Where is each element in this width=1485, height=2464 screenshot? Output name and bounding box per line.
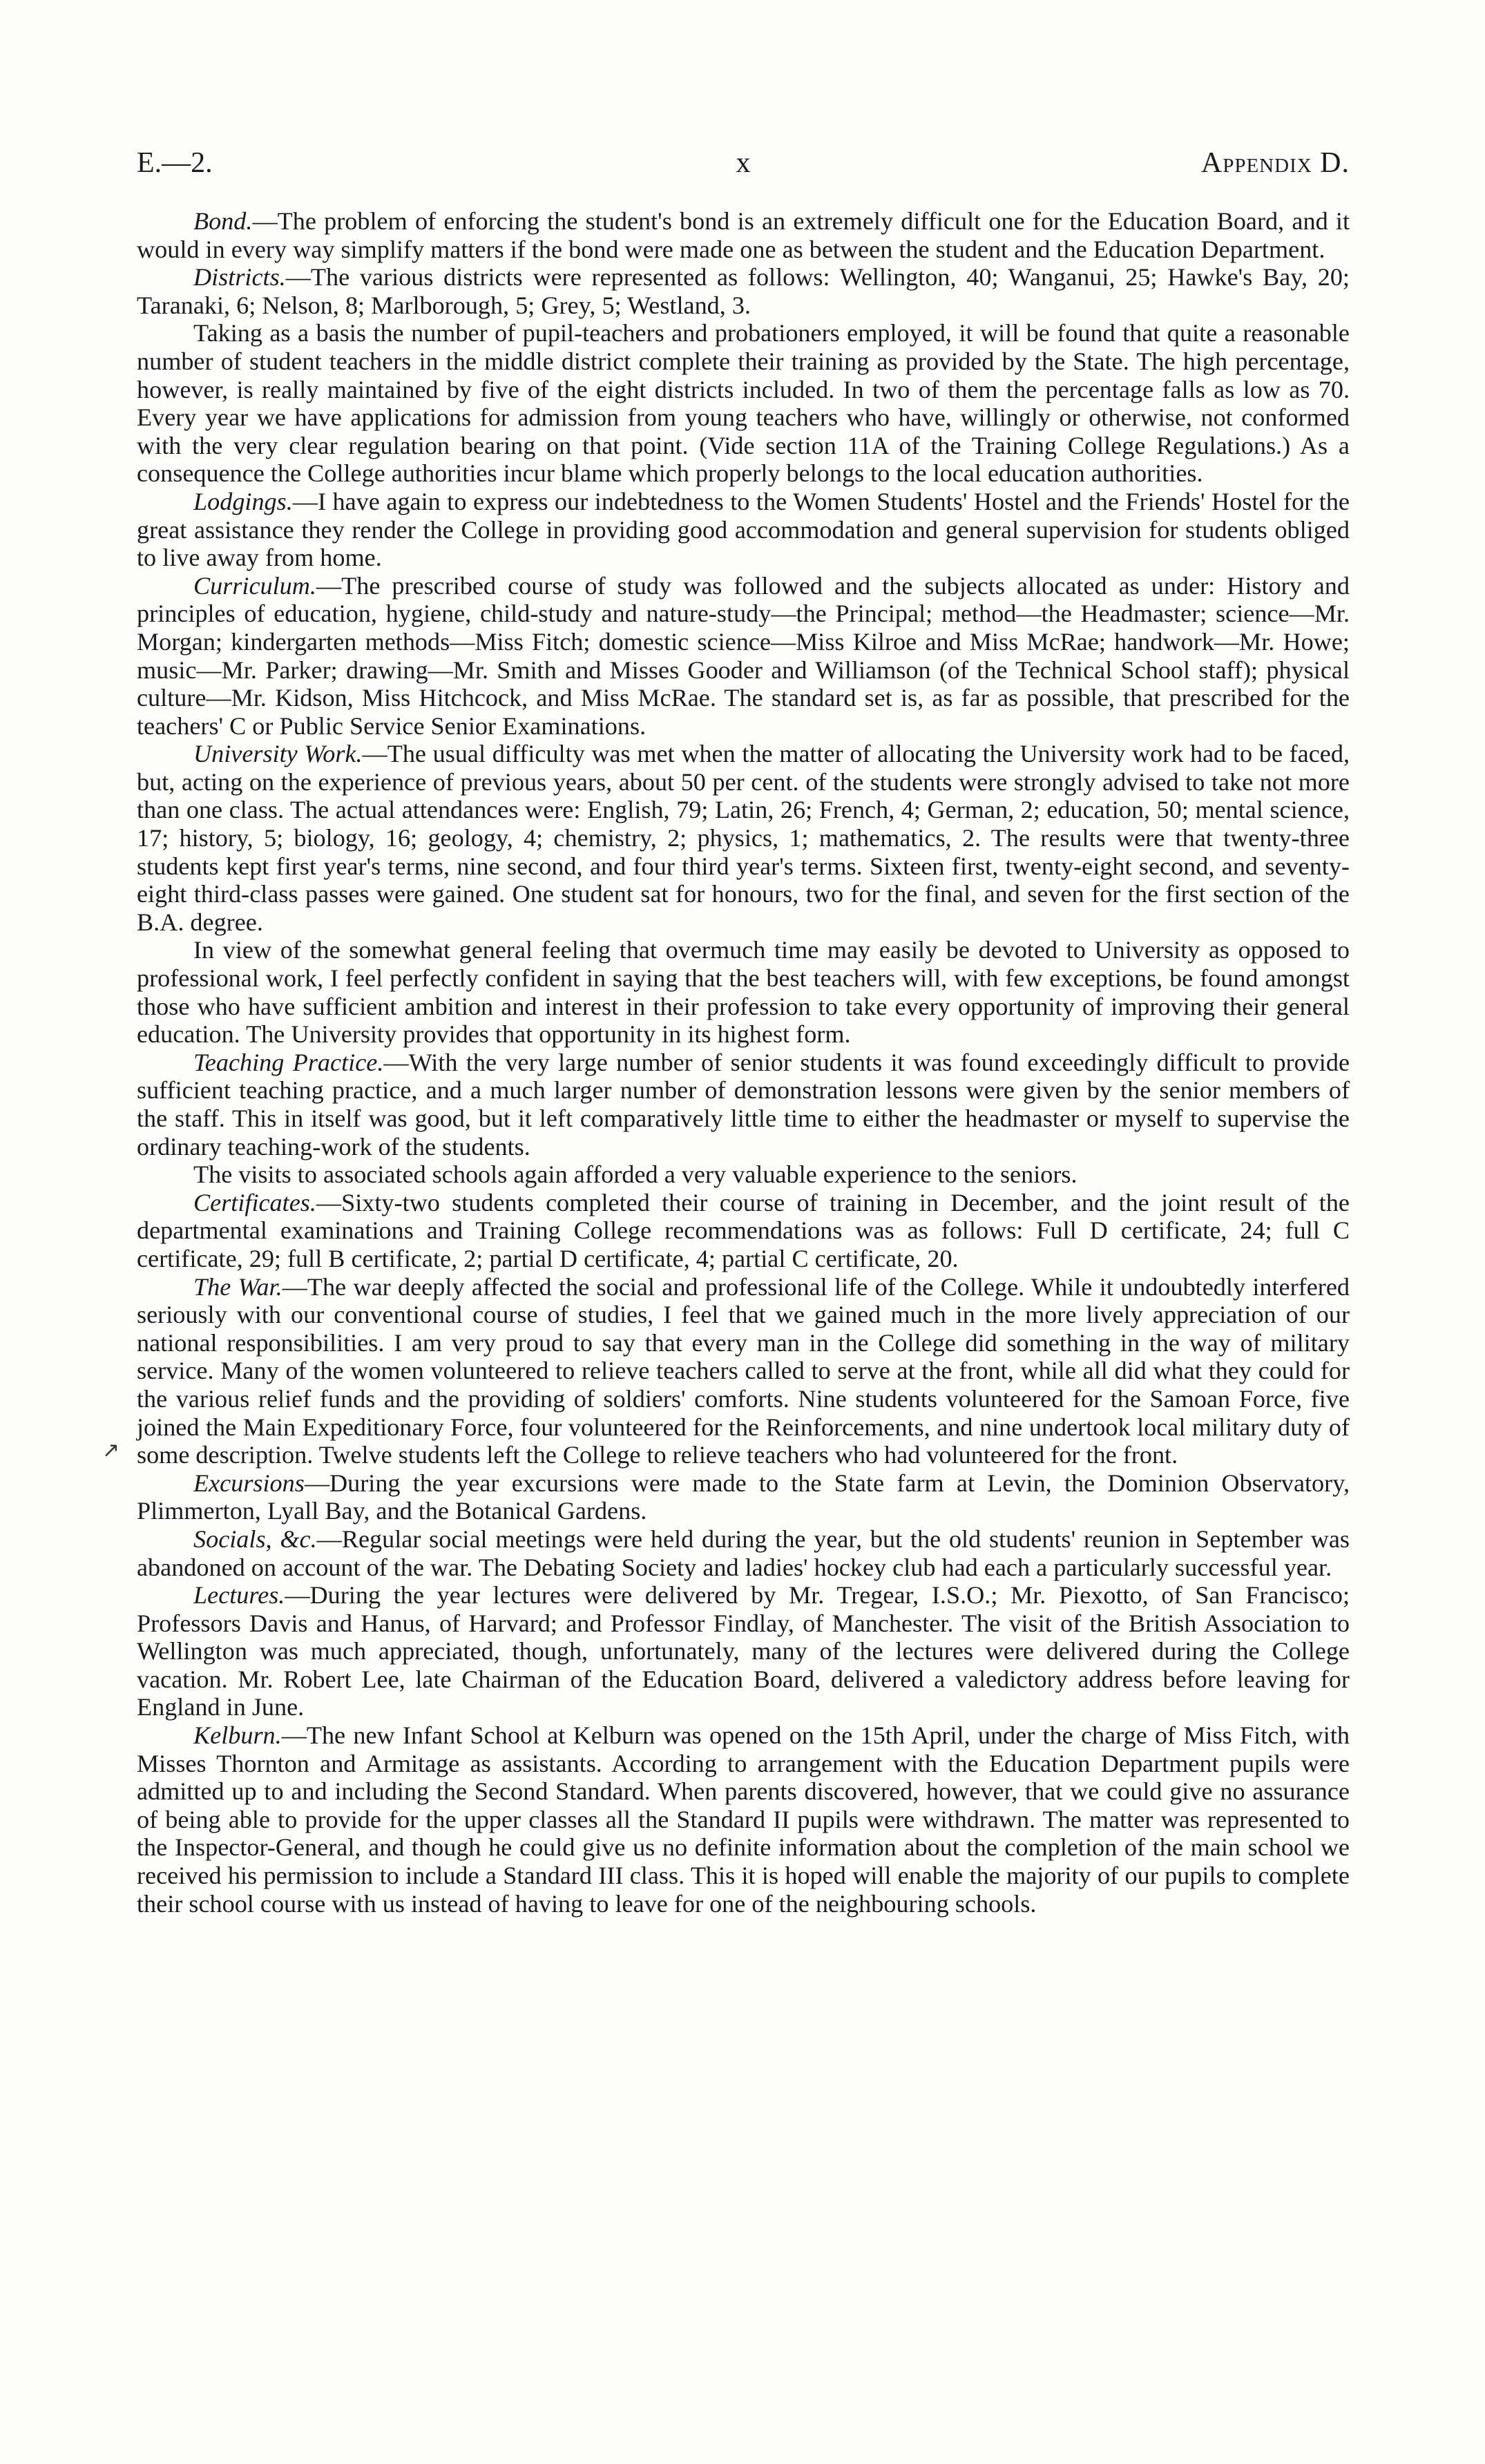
- paragraph-label: Districts.: [193, 263, 286, 292]
- paragraph-label: Bond.: [193, 207, 253, 235]
- paragraph-certificates: [137, 1189, 1350, 1273]
- page-number: x: [736, 147, 751, 179]
- paragraph-text: —The usual difficulty was met when the matter of allocating the University work had to be faced, but, acting on the experience of previous years, about 50 per cent. of the students were strongly advised to take not more than one class. The actual attendances were: English, 79; Latin, 26; French, 4; German, 2; education, 50; mental science, 17; history, 5; biology, 16; geology, 4; chemistry, 2; physics, 1; mathematics, 2. The results were that twenty-three students kept first year's terms, nine second, and four third year's terms. Sixteen first, twenty-eight second, and seventy-eight third-class passes were gained. One student sat for honours, two for the final, and seven for the first section of the B.A. degree.: [137, 740, 1350, 936]
- paragraph-label: Teaching Practice.: [193, 1048, 384, 1076]
- paragraph-curriculum: [137, 572, 1350, 741]
- paragraph-text: Taking as a basis the number of pupil-teachers and probationers employed, it will be found that quite a reasonable number of student teachers in the middle district complete their training as provided by the State. The high percentage, however, is really maintained by five of the eight districts included. In two of them the percentage falls as low as 70. Every year we have applications for admission from young teachers who have, willingly or otherwise, not conformed with the very clear regulation bearing on that point. (Vide section 11A of the Training College Regulations.) As a consequence the College authorities incur blame which properly belongs to the local education authorities.: [137, 319, 1350, 488]
- paragraph-bond: [137, 207, 1350, 263]
- paragraph-lectures: [137, 1581, 1350, 1721]
- paragraph-label: Lodgings.: [193, 487, 293, 515]
- paragraph-the-war: [137, 1273, 1350, 1469]
- paragraph-text: —With the very large number of senior students it was found exceedingly difficult to provide sufficient teaching practice, and a much larger number of demonstration lessons were given by the senior members of the staff. This in itself was good, but it left comparatively little time to either the headmaster or myself to supervise the ordinary teaching-work of the students.: [137, 1048, 1350, 1161]
- paragraph-text: —During the year lectures were delivered by Mr. Tregear, I.S.O.; Mr. Piexotto, of San Francisco; Professors Davis and Hanus, of Harvard; and Professor Findlay, of Manchester. The visit of the British Association to Wellington was much appreciated, though, unfortunately, many of the lectures were delivered during the College vacation. Mr. Robert Lee, late Chairman of the Education Board, delivered a valedictory address before leaving for England in June.: [137, 1581, 1350, 1721]
- paragraph-kelburn: [137, 1721, 1350, 1918]
- paragraph-text: —The prescribed course of study was followed and the subjects allocated as under: History and principles of education, hygiene, child-study and nature-study—the Principal; method—the Headmaster; science—Mr. Morgan; kindergarten methods—Miss Fitch; domestic science—Miss Kilroe and Miss McRae; handwork—Mr. Howe; music—Mr. Parker; drawing—Mr. Smith and Misses Gooder and Williamson (of the Technical School staff); physical culture—Mr. Kidson, Miss Hitchcock, and Miss McRae. The standard set is, as far as possible, that prescribed for the teachers' C or Public Service Senior Examinations.: [137, 571, 1350, 740]
- paragraph-text: —I have again to express our indebtedness to the Women Students' Hostel and the Friends' Hostel for the great assistance they render the College in providing good accommodation and general supervision for students obliged to live away from home.: [137, 487, 1350, 572]
- paragraph-text: —Sixty-two students completed their course of training in December, and the joint result of the departmental examinations and Training College recommendations was as follows: Full D certificate, 24; full C certificate, 29; full B certificate, 2; partial D certificate, 4; partial C certificate, 20.: [137, 1188, 1350, 1272]
- paragraph-label: Kelburn.: [193, 1721, 282, 1750]
- paragraph-text: —The war deeply affected the social and professional life of the College. While it undoubtedly interfered seriously with our conventional course of studies, I feel that we gained much in the more lively appreciation of our national responsibilities. I am very proud to say that every man in the College did something in the way of military service. Many of the women volunteered to relieve teachers called to serve at the front, while all did what they could for the various relief funds and the providing of soldiers' comforts. Nine students volunteered for the Samoan Force, five joined the Main Expeditionary Force, four volunteered for the Reinforcements, and nine undertook local military duty of some description. Twelve students left the College to relieve teachers who had volunteered for the front.: [137, 1272, 1350, 1469]
- margin-mark: ↗: [102, 1438, 120, 1462]
- paragraph-label: University Work.: [193, 740, 363, 768]
- header-reference: E.—2.: [137, 147, 213, 179]
- paragraph-districts: [137, 263, 1350, 319]
- paragraph-text: —The new Infant School at Kelburn was opened on the 15th April, under the charge of Miss Fitch, with Misses Thornton and Armitage as assistants. According to arrangement with the Education Department pupils were admitted up to and including the Second Standard. When parents discovered, however, that we could give no assurance of being able to provide for the upper classes all the Standard II pupils were withdrawn. The matter was represented to the Inspector-General, and though he could give us no definite information about the completion of the main school we received his permission to include a Standard III class. This it is hoped will enable the majority of our pupils to complete their school course with us instead of having to leave for one of the neighbouring schools.: [137, 1721, 1350, 1918]
- paragraph-label: Lectures.: [193, 1581, 285, 1610]
- paragraph-label: Certificates.: [193, 1188, 316, 1216]
- paragraph-teaching-continued: [137, 1161, 1350, 1189]
- body-text: [137, 207, 1350, 1918]
- paragraph-label: Socials, &c.: [193, 1525, 317, 1553]
- paragraph-teaching-practice: [137, 1049, 1350, 1161]
- paragraph-label: Excursions: [193, 1469, 305, 1497]
- paragraph-excursions: [137, 1469, 1350, 1525]
- paragraph-label: The War.: [193, 1272, 282, 1301]
- paragraph-districts-continued: [137, 319, 1350, 488]
- paragraph-text: —The various districts were represented as follows: Wellington, 40; Wanganui, 25; Hawke's Bay, 20; Taranaki, 6; Nelson, 8; Marlborough, 5; Grey, 5; Westland, 3.: [137, 263, 1350, 319]
- page-header: [137, 146, 1350, 188]
- paragraph-label: Curriculum.: [193, 571, 316, 600]
- paragraph-text: —Regular social meetings were held during the year, but the old students' reunion in September was abandoned on account of the war. The Debating Society and ladies' hockey club had each a particularly successful year.: [137, 1525, 1350, 1581]
- paragraph-lodgings: [137, 488, 1350, 572]
- paragraph-socials: [137, 1525, 1350, 1581]
- paragraph-text: —The problem of enforcing the student's bond is an extremely difficult one for the Education Board, and it would in every way simplify matters if the bond were made one as between the student and the Education Department.: [137, 207, 1350, 263]
- paragraph-text: In view of the somewhat general feeling that overmuch time may easily be devoted to University as opposed to professional work, I feel perfectly confident in saying that the best teachers will, with few exceptions, be found amongst those who have sufficient ambition and interest in their profession to take every opportunity of improving their general education. The University provides that opportunity in its highest form.: [137, 936, 1350, 1049]
- paragraph-university-work: [137, 740, 1350, 936]
- paragraph-university-continued: [137, 936, 1350, 1048]
- paragraph-text: —During the year excursions were made to the State farm at Levin, the Dominion Observatory, Plimmerton, Lyall Bay, and the Botanical Gardens.: [137, 1469, 1350, 1525]
- paragraph-text: The visits to associated schools again afforded a very valuable experience to the seniors.: [193, 1161, 1077, 1189]
- header-appendix: Appendix D.: [1200, 147, 1350, 179]
